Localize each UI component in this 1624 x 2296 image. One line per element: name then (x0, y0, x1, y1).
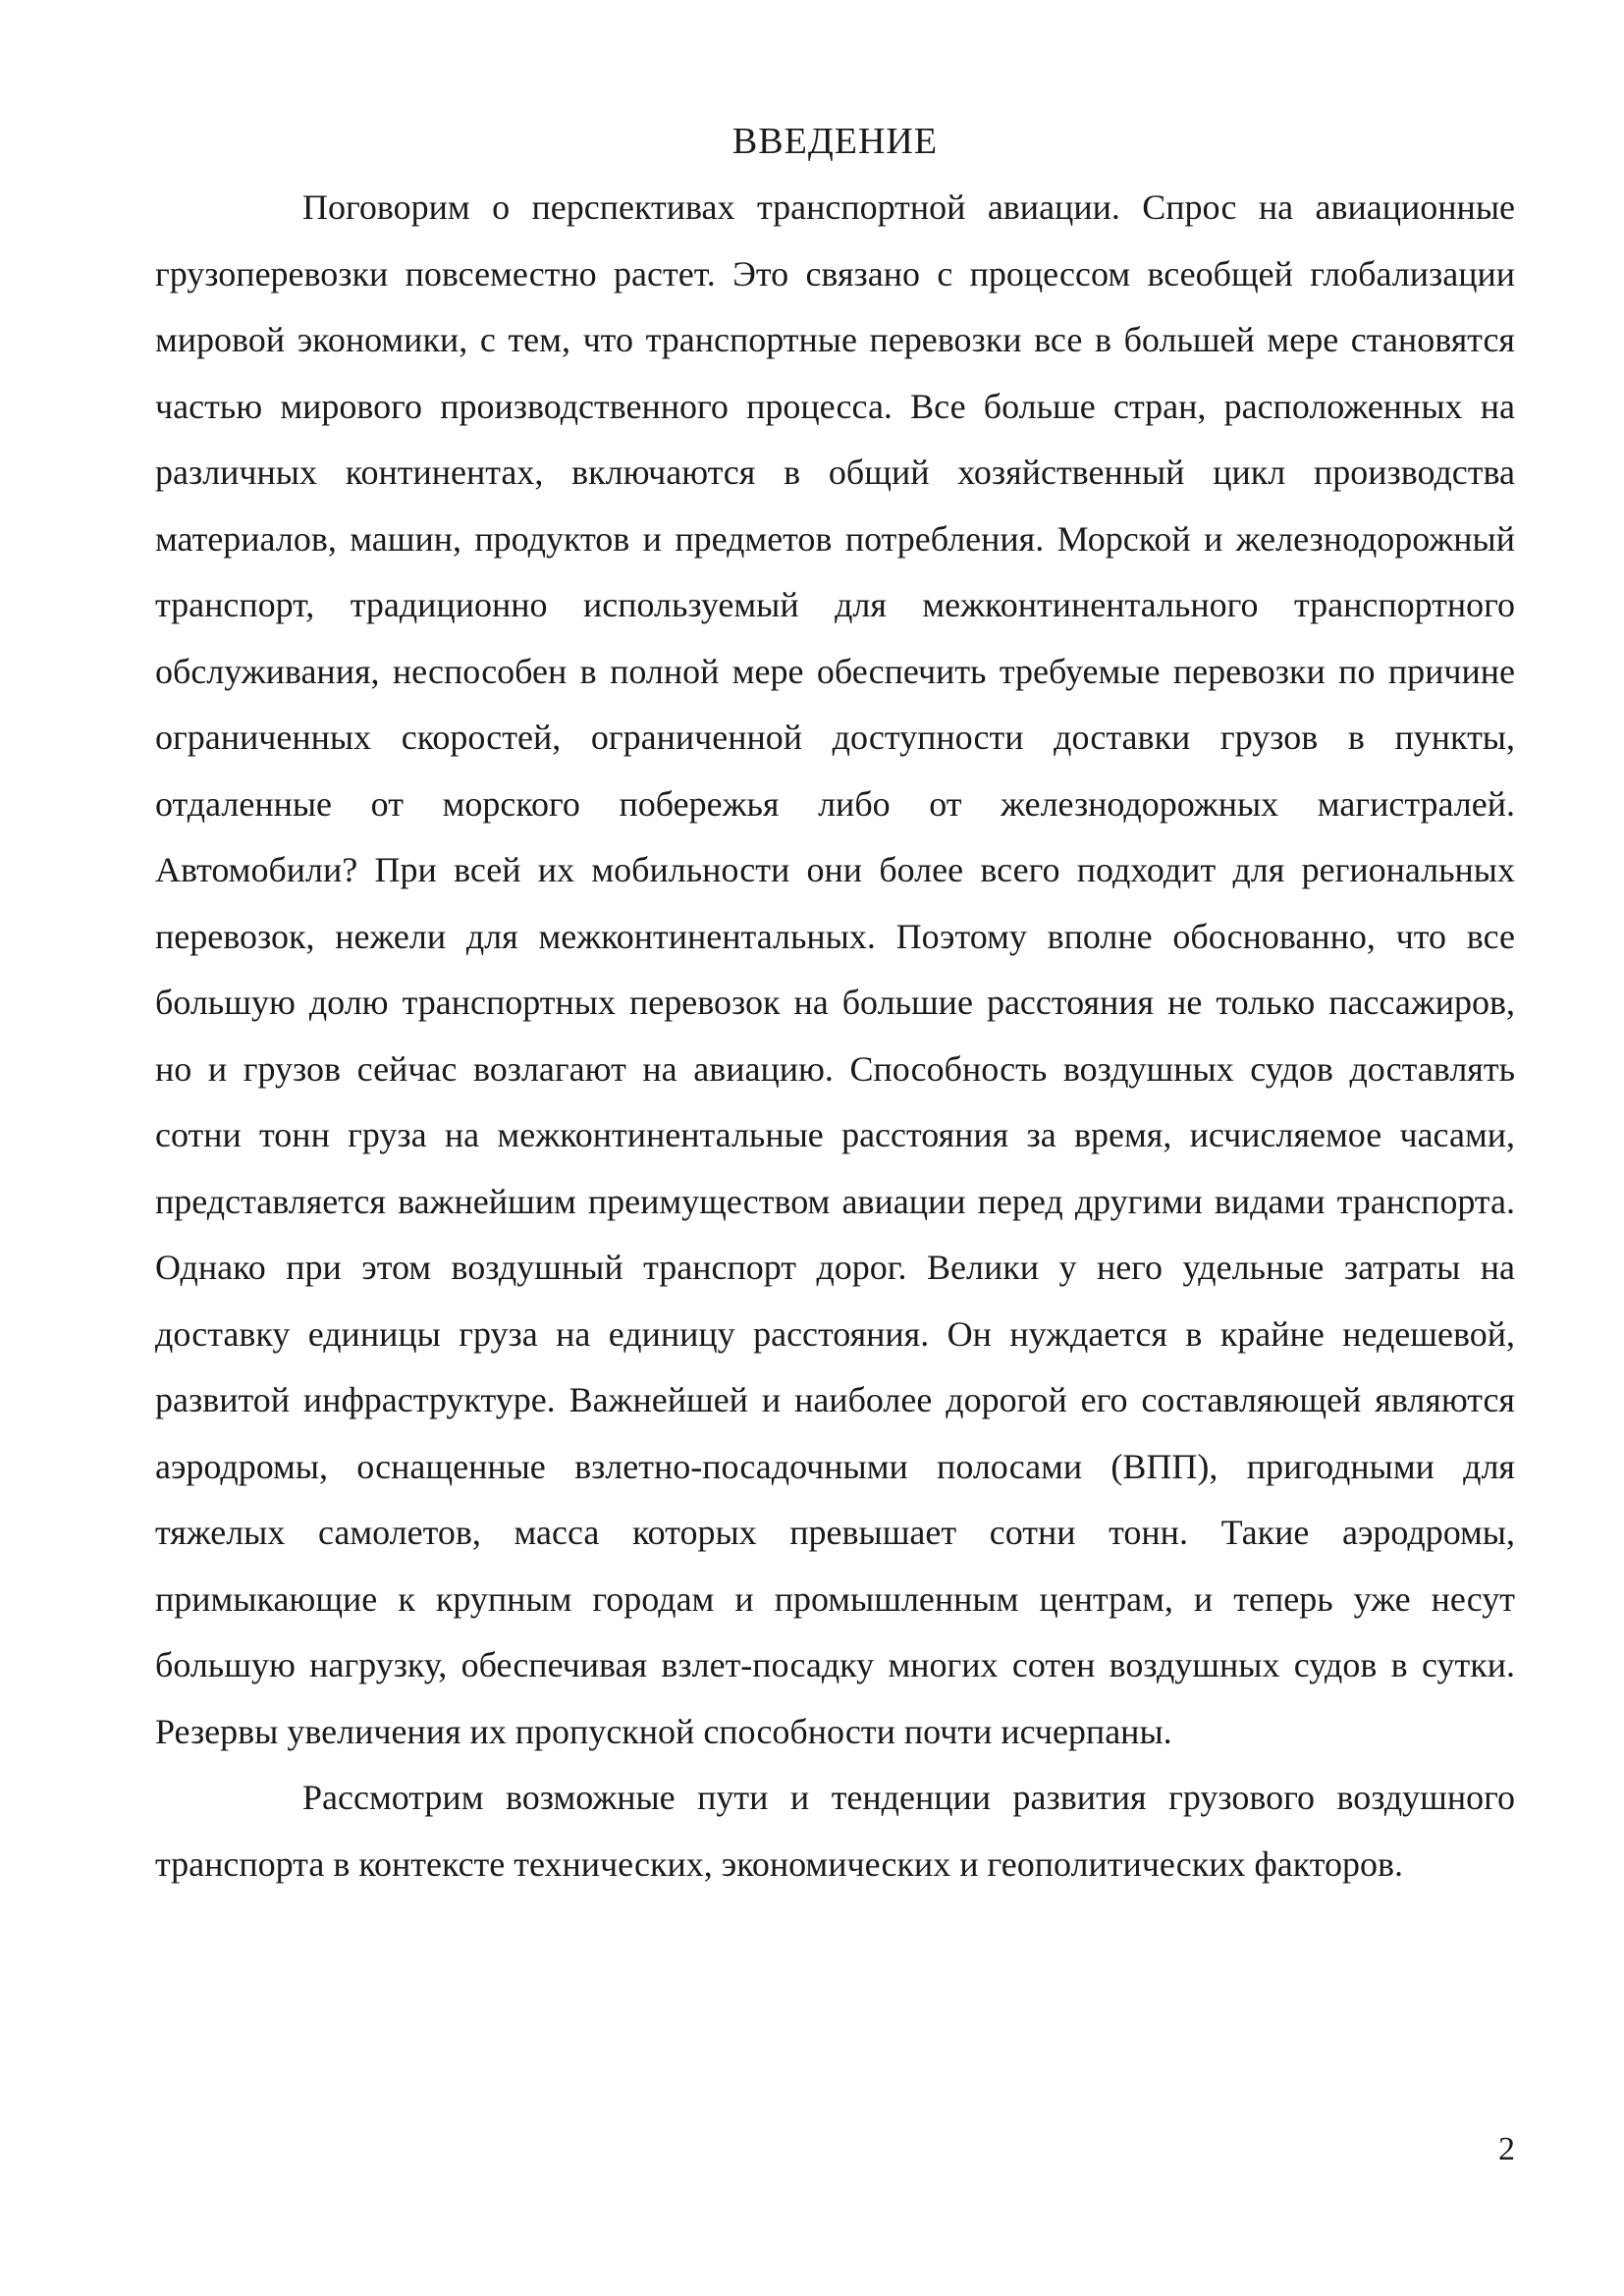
paragraph-2: Рассмотрим возможные пути и тенденции развития грузового воздушного транспорта в контексте технических, экономических и геополитических факторов. (155, 1778, 1515, 1884)
paragraph-1: Поговорим о перспективах транспортной авиации. Спрос на авиационные грузоперевозки повсеместно растет. Это связано с процессом всеобщей глобализации мировой экономики, с тем, что транспортные перевозки все в большей мере становятся частью мирового производственного процесса. Все больше стран, расположенных на различных континентах, включаются в общий хозяйственный цикл производства материалов, машин, продуктов и предметов потребления. Морской и железнодорожный транспорт, традиционно используемый для межконтинентального транспортного обслуживания, неспособен в полной мере обеспечить требуемые перевозки по причине ограниченных скоростей, ограниченной доступности доставки грузов в пункты, отдаленные от морского побережья либо от железнодорожных магистралей. Автомобили? При всей их мобильности они более всего подходит для региональных перевозок, нежели для межконтинентальных. Поэтому вполне обоснованно, что все большую долю транспортных перевозок на большие расстояния не только пассажиров, но и грузов сейчас возлагают на авиацию. Способность воздушных судов доставлять сотни тонн груза на межконтинентальные расстояния за время, исчисляемое часами, представляется важнейшим преимуществом авиации перед другими видами транспорта. Однако при этом воздушный транспорт дорог. Велики у него удельные затраты на доставку единицы груза на единицу расстояния. Он нуждается в крайне недешевой, развитой инфраструктуре. Важнейшей и наиболее дорогой его составляющей являются аэродромы, оснащенные взлетно-посадочными полосами (ВПП), пригодными для тяжелых самолетов, масса которых превышает сотни тонн. Такие аэродромы, примыкающие к крупным городам и промышленным центрам, и теперь уже несут большую нагрузку, обеспечивая взлет-посадку многих сотен воздушных судов в сутки. Резервы увеличения их пропускной способности почти исчерпаны. (155, 187, 1515, 1751)
page-number: 2 (1498, 2131, 1515, 2167)
body-text (155, 175, 1515, 1897)
section-heading: ВВЕДЕНИЕ (731, 121, 939, 162)
